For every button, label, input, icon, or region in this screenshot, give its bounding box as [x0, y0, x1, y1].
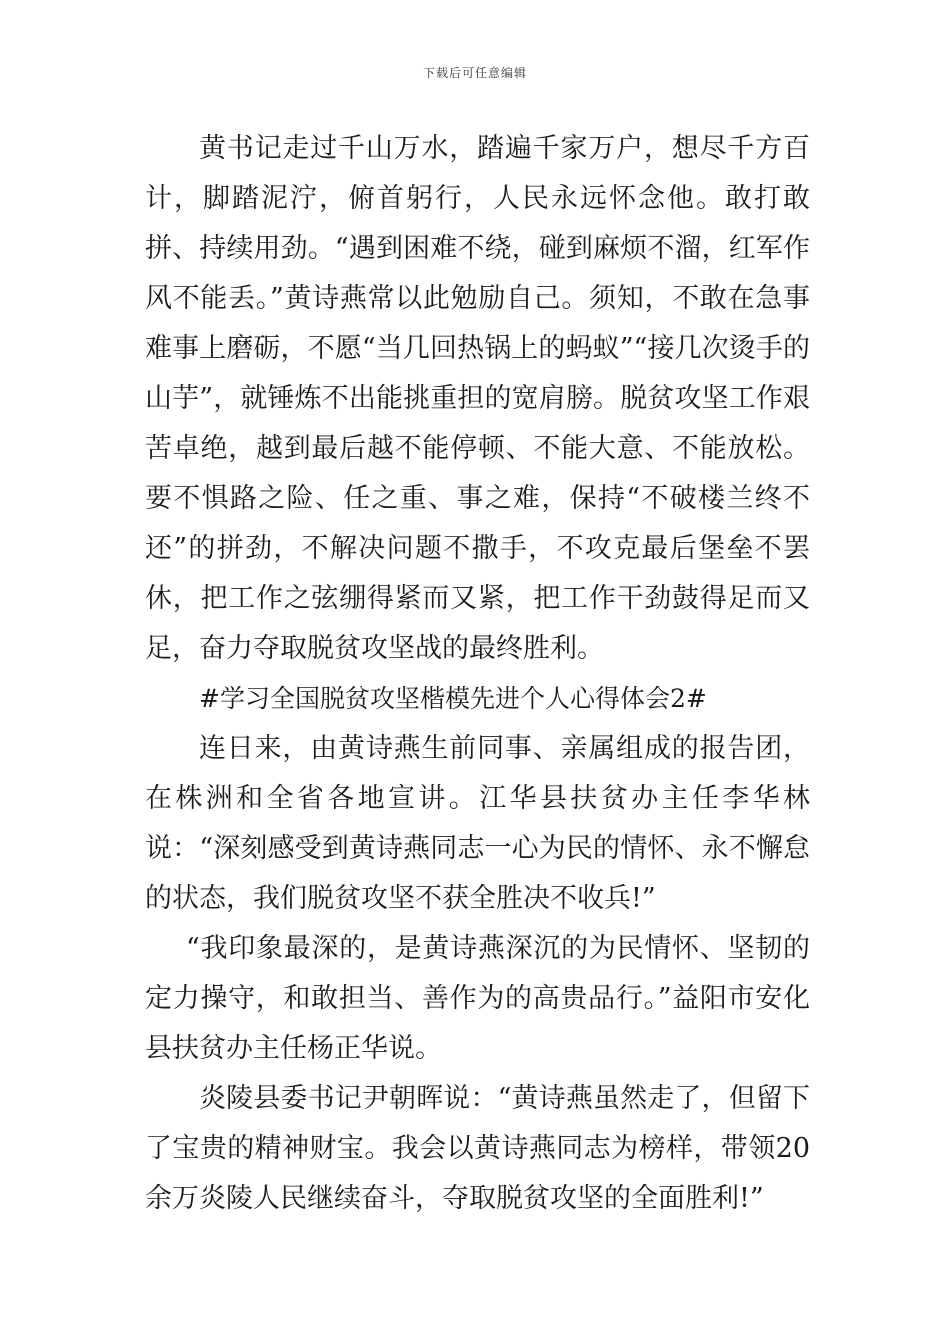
page-header-note: 下载后可任意编辑	[422, 66, 527, 80]
section-heading: #学习全国脱贫攻坚楷模先进个人心得体会2#	[199, 684, 707, 713]
paragraph-report-tour: 连日来，由黄诗燕生前同事、亲属组成的报告团，在株洲和全省各地宣讲。江华县扶贫办主任李华林说：“深刻感受到黄诗燕同志一心为民的情怀、永不懈怠的状态，我们脱贫攻坚不获全胜决不收兵!”	[145, 733, 810, 914]
paragraph-perseverance: 黄书记走过千山万水，踏遍千家万户，想尽千方百计，脚踏泥泞，俯首躬行，人民永远怀念他。敢打敢拼、持续用劲。“遇到困难不绕，碰到麻烦不溜，红军作风不能丢。”黄诗燕常以此勉励自己。须知，不敢在急事难事上磨砺，不愿“当几回热锅上的蚂蚁”“接几次烫手的山芋”，就锤炼不出能挑重担的宽肩膀。脱贫攻坚工作艰苦卓绝，越到最后越不能停顿、不能大意、不能放松。要不惧路之险、任之重、事之难，保持“不破楼兰终不还”的拼劲，不解决问题不撒手，不攻克最后堡垒不罢休，把工作之弦绷得紧而又紧，把工作干劲鼓得足而又足，奋力夺取脱贫攻坚战的最终胜利。	[145, 133, 810, 664]
document-body	[145, 124, 810, 1224]
paragraph-quote-yin: 炎陵县委书记尹朝晖说：“黄诗燕虽然走了，但留下了宝贵的精神财宝。我会以黄诗燕同志为榜样，带领20余万炎陵人民继续奋斗，夺取脱贫攻坚的全面胜利!”	[145, 1083, 810, 1214]
paragraph-quote-yang: “我印象最深的，是黄诗燕深沉的为民情怀、坚韧的定力操守，和敢担当、善作为的高贵品行。”益阳市安化县扶贫办主任杨正华说。	[145, 933, 810, 1064]
